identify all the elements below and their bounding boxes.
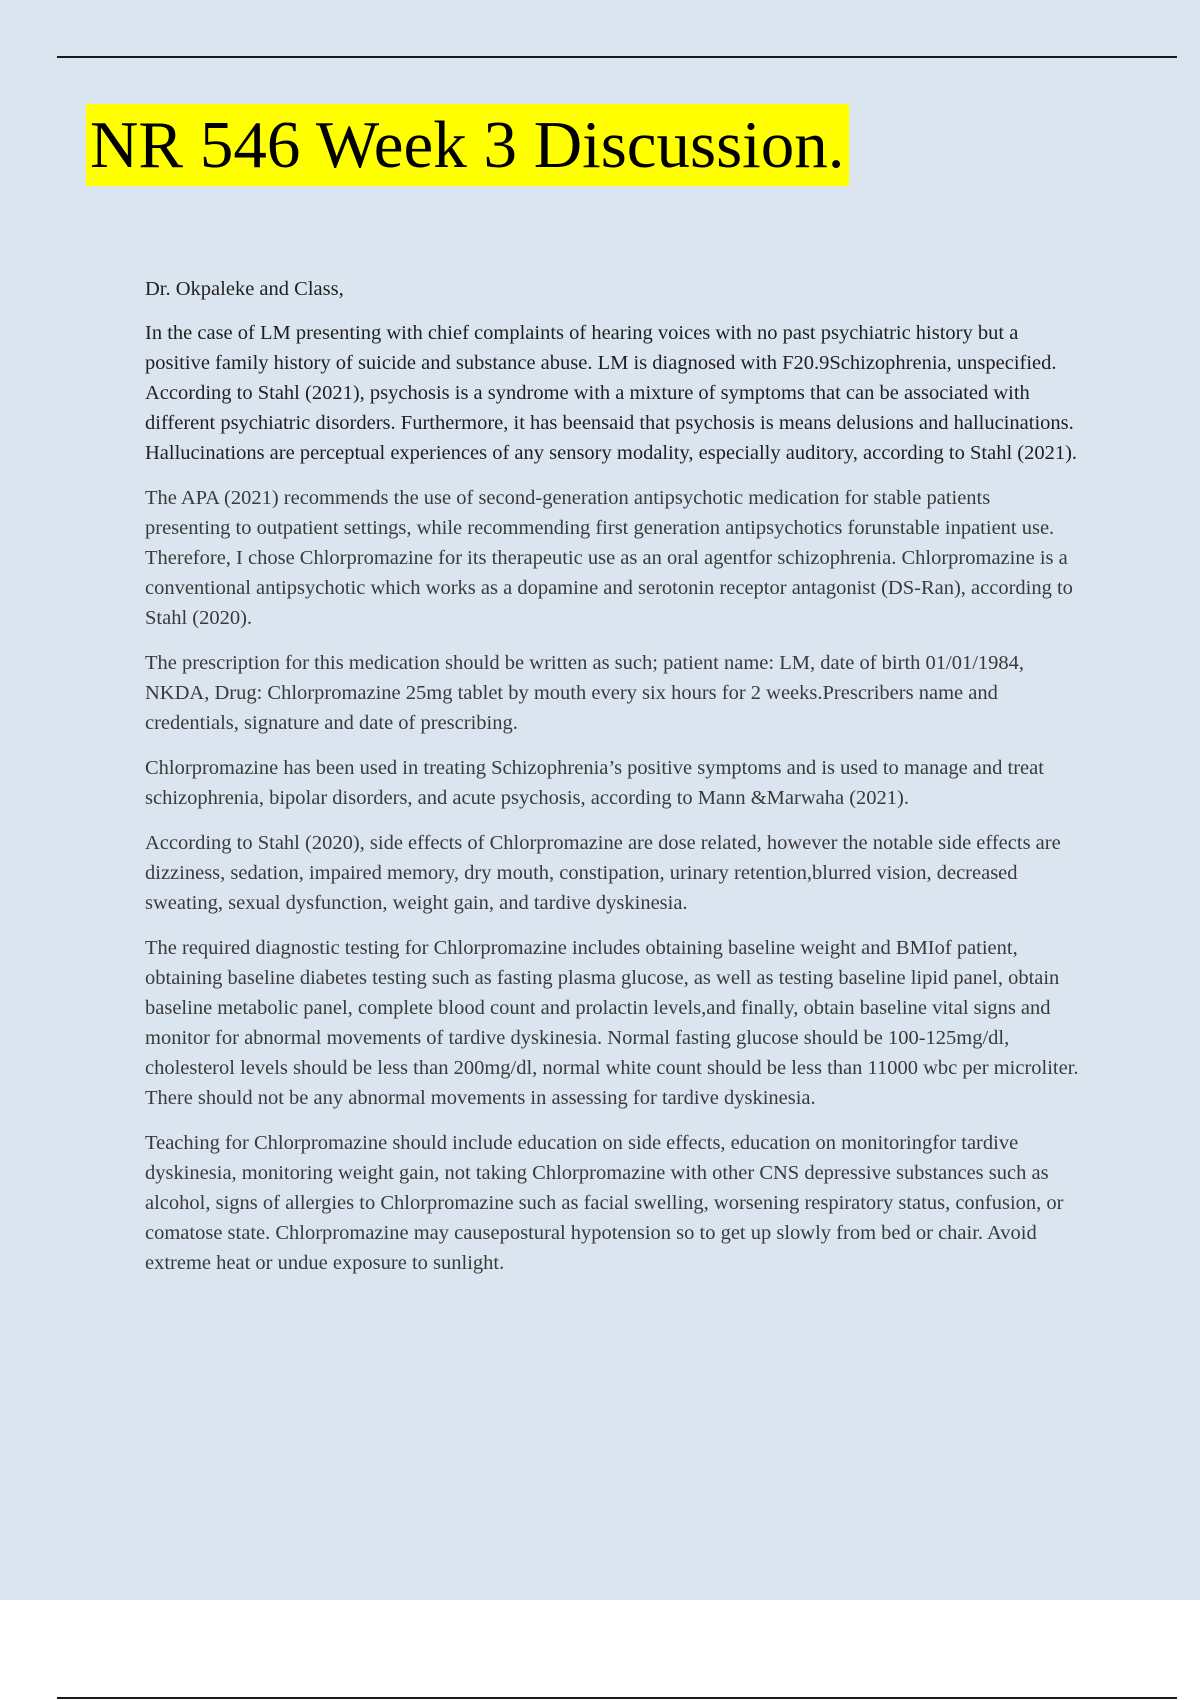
paragraph-uses: Chlorpromazine has been used in treating Schizophrenia’s positive symptoms and is used to manage and treat schizophrenia, bipolar disorders, and acute psychosis, according to Mann &Marwaha (2021).: [145, 757, 1044, 809]
paragraph-diagnostic-testing: The required diagnostic testing for Chlorpromazine includes obtaining baseline weight and BMIof patient, obtaining baseline diabetes testing such as fasting plasma glucose, as well as testing baseline lipid panel, obtain baseline metabolic panel, complete blood count and prolactin levels,and finally, obtain baseline vital signs and monitor for abnormal movements of tardive dyskinesia. Normal fasting glucose should be 100-125mg/dl, cholesterol levels should be less than 200mg/dl, normal white count should be less than 11000 wbc per microliter. There should not be any abnormal movements in assessing for tardive dyskinesia.: [145, 937, 1079, 1109]
paragraph-diagnosis: In the case of LM presenting with chief complaints of hearing voices with no past psychiatric history but a positive family history of suicide and substance abuse. LM is diagnosed with F20.9Schizophrenia, unspecified. According to Stahl (2021), psychosis is a syndrome with a mixture of symptoms that can be associated with different psychiatric disorders. Furthermore, it has beensaid that psychosis is means delusions and hallucinations. Hallucinations are perceptual experiences of any sensory modality, especially auditory, according to Stahl (2021).: [145, 322, 1078, 464]
document-title: NR 546 Week 3 Discussion.: [86, 104, 849, 186]
paragraph-medication-choice: The APA (2021) recommends the use of second-generation antipsychotic medication for stable patients presenting to outpatient settings, while recommending first generation antipsychotics forunstable inpatient use. Therefore, I chose Chlorpromazine for its therapeutic use as an oral agentfor schizophrenia. Chlorpromazine is a conventional antipsychotic which works as a dopamine and serotonin receptor antagonist (DS-Ran), according to Stahl (2020).: [145, 487, 1073, 629]
document-body: [145, 274, 1080, 1293]
paragraph-teaching: Teaching for Chlorpromazine should include education on side effects, education on monitoringfor tardive dyskinesia, monitoring weight gain, not taking Chlorpromazine with other CNS depressive substances such as alcohol, signs of allergies to Chlorpromazine such as facial swelling, worsening respiratory status, confusion, or comatose state. Chlorpromazine may causepostural hypotension so to get up slowly from bed or chair. Avoid extreme heat or undue exposure to sunlight.: [145, 1132, 1064, 1274]
paragraph-prescription: The prescription for this medication should be written as such; patient name: LM, date of birth 01/01/1984, NKDA, Drug: Chlorpromazine 25mg tablet by mouth every six hours for 2 weeks.Prescribers name and credentials, signature and date of prescribing.: [145, 652, 1025, 734]
bottom-rule: [57, 1697, 1177, 1699]
salutation: Dr. Okpaleke and Class,: [145, 278, 344, 300]
top-rule: [57, 56, 1177, 58]
paragraph-side-effects: According to Stahl (2020), side effects of Chlorpromazine are dose related, however the notable side effects are dizziness, sedation, impaired memory, dry mouth, constipation, urinary retention,blurred vision, decreased sweating, sexual dysfunction, weight gain, and tardive dyskinesia.: [145, 832, 1061, 914]
